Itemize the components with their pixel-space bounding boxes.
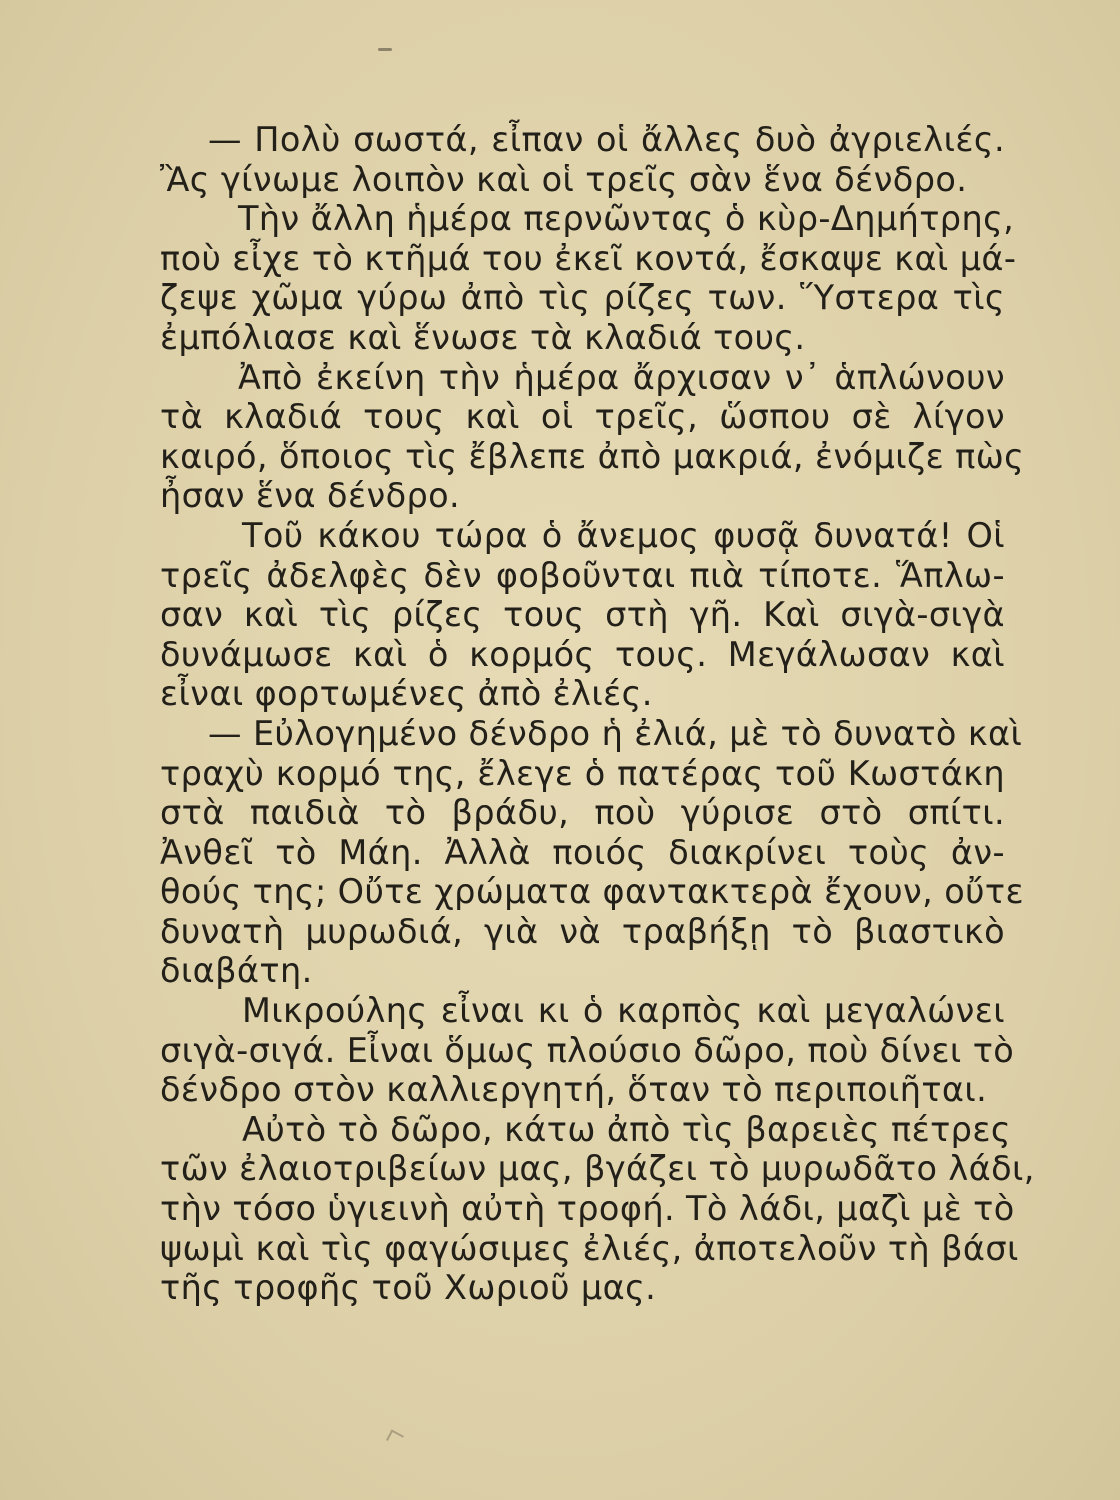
paragraph-3 — [160, 357, 1025, 516]
top-print-mark — [378, 48, 392, 51]
text-line: δυνατὴ μυρωδιά, γιὰ νὰ τραβήξῃ τὸ βιαστικὸ — [160, 911, 1005, 951]
text-line: διαβάτη. — [160, 951, 313, 991]
text-line: δυνάμωσε καὶ ὁ κορμός τους. Μεγάλωσαν καὶ — [160, 634, 1005, 674]
text-line: Τὴν ἄλλη ἡμέρα περνῶντας ὁ κὺρ-Δημήτρης, — [238, 199, 1015, 239]
text-line: ἐμπόλιασε καὶ ἕνωσε τὰ κλαδιά τους. — [160, 317, 806, 357]
text-line: ποὺ εἶχε τὸ κτῆμά του ἐκεῖ κοντά, ἔσκαψε καὶ μά- — [160, 238, 1017, 278]
text-line: τὰ κλαδιά τους καὶ οἱ τρεῖς, ὥσπου σὲ λίγον — [160, 397, 1005, 437]
text-line: — Πολὺ σωστά, εἶπαν οἱ ἄλλες δυὸ ἀγριελιές. — [208, 120, 1005, 159]
paragraph-1 — [160, 120, 1005, 199]
text-line: τρεῖς ἀδελφὲς δὲν φοβοῦνται πιὰ τίποτε. Ἅπλω- — [160, 555, 1005, 595]
text-line: ζεψε χῶμα γύρω ἀπὸ τὶς ρίζες των. Ὕστερα τὶς — [160, 278, 1005, 318]
text-line: καιρό, ὅποιος τὶς ἔβλεπε ἀπὸ μακριά, ἐνόμιζε πὼς — [160, 436, 1025, 476]
text-line: στὰ παιδιὰ τὸ βράδυ, ποὺ γύρισε στὸ σπίτι. — [160, 793, 1005, 833]
paragraph-6 — [160, 991, 1015, 1110]
text-line: σαν καὶ τὶς ρίζες τους στὴ γῆ. Καὶ σιγὰ-σιγὰ — [160, 595, 1005, 635]
text-line: δένδρο στὸν καλλιεργητή, ὅταν τὸ περιποιῆται. — [160, 1070, 988, 1110]
text-line: Ἀπὸ ἐκείνη τὴν ἡμέρα ἄρχισαν ν᾽ ἁπλώνουν — [238, 357, 1005, 397]
text-line: εἶναι φορτωμένες ἀπὸ ἐλιές. — [160, 674, 653, 714]
paragraph-7 — [160, 1109, 1035, 1308]
text-line: Ἀνθεῖ τὸ Μάη. Ἀλλὰ ποιός διακρίνει τοὺς ἀν- — [160, 832, 1005, 872]
text-line: ψωμὶ καὶ τὶς φαγώσιμες ἐλιές, ἀποτελοῦν τὴ βάσι — [160, 1228, 1019, 1268]
text-line: τραχὺ κορμό της, ἔλεγε ὁ πατέρας τοῦ Κωστάκη — [160, 753, 1005, 793]
text-line: Ἂς γίνωμε λοιπὸν καὶ οἱ τρεῖς σὰν ἕνα δένδρο. — [160, 159, 968, 199]
text-line: τῶν ἐλαιοτριβείων μας, βγάζει τὸ μυρωδᾶτο λάδι, — [160, 1149, 1035, 1189]
paragraph-5 — [160, 713, 1024, 991]
page-text — [160, 120, 1035, 1308]
text-line: θούς της; Οὔτε χρώματα φαντακτερὰ ἔχουν, οὔτε — [160, 872, 1024, 912]
paragraph-2 — [160, 199, 1017, 357]
text-line: τὴν τόσο ὑγιεινὴ αὐτὴ τροφή. Τὸ λάδι, μαζὶ μὲ τὸ — [160, 1189, 1015, 1229]
text-line: Μικρούλης εἶναι κι ὁ καρπὸς καὶ μεγαλώνει — [242, 991, 1005, 1031]
text-line: ἦσαν ἕνα δένδρο. — [160, 476, 461, 516]
text-line: Τοῦ κάκου τώρα ὁ ἄνεμος φυσᾷ δυνατά! Οἱ — [242, 515, 1005, 555]
text-line: τῆς τροφῆς τοῦ Χωριοῦ μας. — [160, 1268, 657, 1308]
bottom-print-mark — [386, 1429, 404, 1446]
text-line: σιγὰ-σιγά. Εἶναι ὅμως πλούσιο δῶρο, ποὺ δίνει τὸ — [160, 1030, 1015, 1070]
text-line: — Εὐλογημένο δένδρο ἡ ἐλιά, μὲ τὸ δυνατὸ καὶ — [208, 713, 1023, 753]
paragraph-4 — [160, 516, 1005, 714]
text-line: Αὐτὸ τὸ δῶρο, κάτω ἀπὸ τὶς βαρειὲς πέτρες — [242, 1109, 1011, 1149]
